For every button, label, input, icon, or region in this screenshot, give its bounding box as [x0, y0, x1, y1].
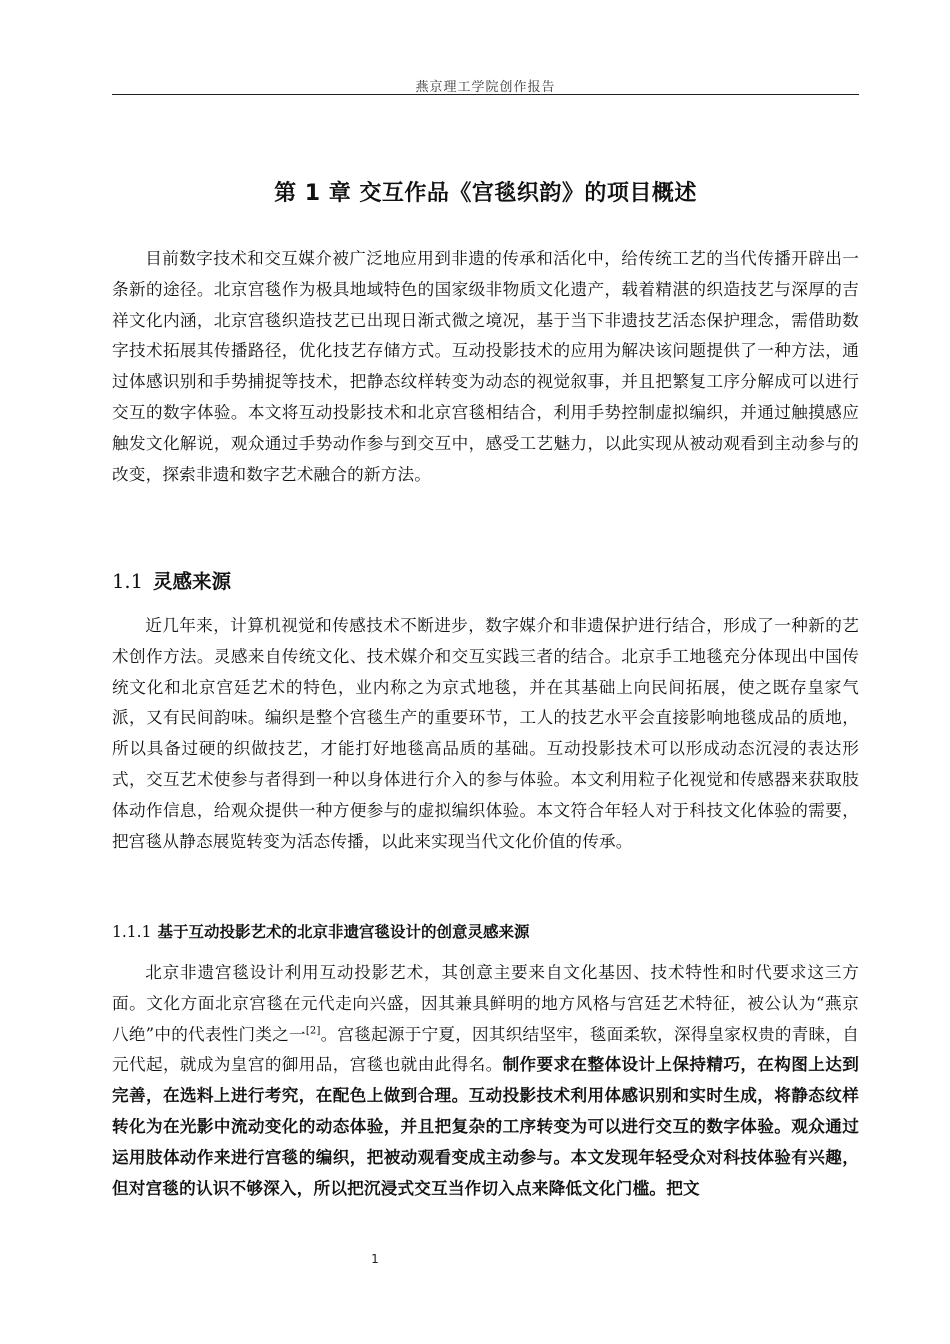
inspiration-paragraph: 近几年来，计算机视觉和传感技术不断进步，数字媒介和非遗保护进行结合，形成了一种新的艺术创作方法。灵感来自传统文化、技术媒介和交互实践三者的结合。北京手工地毯充分体现出中国传统文化和北京宫廷艺术的特色，业内称之为京式地毯，并在其基础上向民间拓展，使之既存皇家气派，又有民间韵味。编织是整个宫毯生产的重要环节，工人的技艺水平会直接影响地毯成品的质地，所以具备过硬的织做技艺，才能打好地毯高品质的基础。互动投影技术可以形成动态沉浸的表达形式，交互艺术使参与者得到一种以身体进行介入的参与体验。本文利用粒子化视觉和传感器来获取肢体动作信息，给观众提供一种方便参与的虚拟编织体验。本文符合年轻人对于科技文化体验的需要，把宫毯从静态展览转变为活态传播，以此来实现当代文化价值的传承。 [112, 616, 859, 851]
header-rule [112, 94, 859, 95]
subsection-title: 基于互动投影艺术的北京非遗宫毯设计的创意灵感来源 [157, 923, 530, 941]
page-number: 1 [371, 1252, 379, 1266]
paragraph-bold-text: 制作要求在整体设计上保持精巧，在构图上达到完善，在选料上进行考究，在配色上做到合理。互动投影技术利用体感识别和实时生成，将静态纹样转化为在光影中流动变化的动态体验，并且把复杂的工序转变为可以进行交互的数字体验。观众通过运用肢体动作来进行宫毯的编织，把被动观看变成主动参与。本文发现年轻受众对科技体验有兴趣，但对宫毯的认识不够深入，所以把沉浸式交互当作切入点来降低文化门槛。把文 [112, 1055, 859, 1198]
section-number: 1.1 [112, 570, 144, 593]
creative-source-paragraph [112, 958, 859, 1204]
section-title: 灵感来源 [153, 570, 232, 593]
citation-reference[interactable]: [2] [305, 1025, 321, 1037]
chapter-title: 第 1 章 交互作品《宫毯织韵》的项目概述 [274, 181, 697, 206]
paragraph-text: 北京非遗宫毯设计利用互动投影艺术，其创意主要来自文化基因、技术特性和时代要求这三方面。文化方面北京宫毯在元代走向兴盛，因其兼具鲜明的地方风格与宫廷艺术特征，被公认为“燕京八绝”中的代表性门类之一 [112, 963, 859, 1044]
section-heading [112, 566, 231, 594]
intro-paragraph: 目前数字技术和交互媒介被广泛地应用到非遗的传承和活化中，给传统工艺的当代传播开辟出一条新的途径。北京宫毯作为极具地域特色的国家级非物质文化遗产，载着精湛的织造技艺与深厚的吉祥文化内涵，北京宫毯织造技艺已出现日渐式微之境况，基于当下非遗技艺活态保护理念，需借助数字技术拓展其传播路径，优化技艺存储方式。互动投影技术的应用为解决该问题提供了一种方法，通过体感识别和手势捕捉等技术，把静态纹样转变为动态的视觉叙事，并且把繁复工序分解成可以进行交互的数字体验。本文将互动投影技术和北京宫毯相结合，利用手势控制虚拟编织，并通过触摸感应触发文化解说，观众通过手势动作参与到交互中，感受工艺魅力，以此实现从被动观看到主动参与的改变，探索非遗和数字艺术融合的新方法。 [112, 249, 859, 484]
running-header: 燕京理工学院创作报告 [415, 80, 556, 95]
paragraph-text-continued: 。宫毯起源于宁夏，因其织结坚牢，毯面柔软，深得皇家权贵的青睐，自元代起，就成为皇宫的御用品，宫毯也就由此得名。 [112, 1024, 859, 1075]
subsection-number: 1.1.1 [112, 923, 152, 941]
subsection-heading [112, 920, 529, 942]
